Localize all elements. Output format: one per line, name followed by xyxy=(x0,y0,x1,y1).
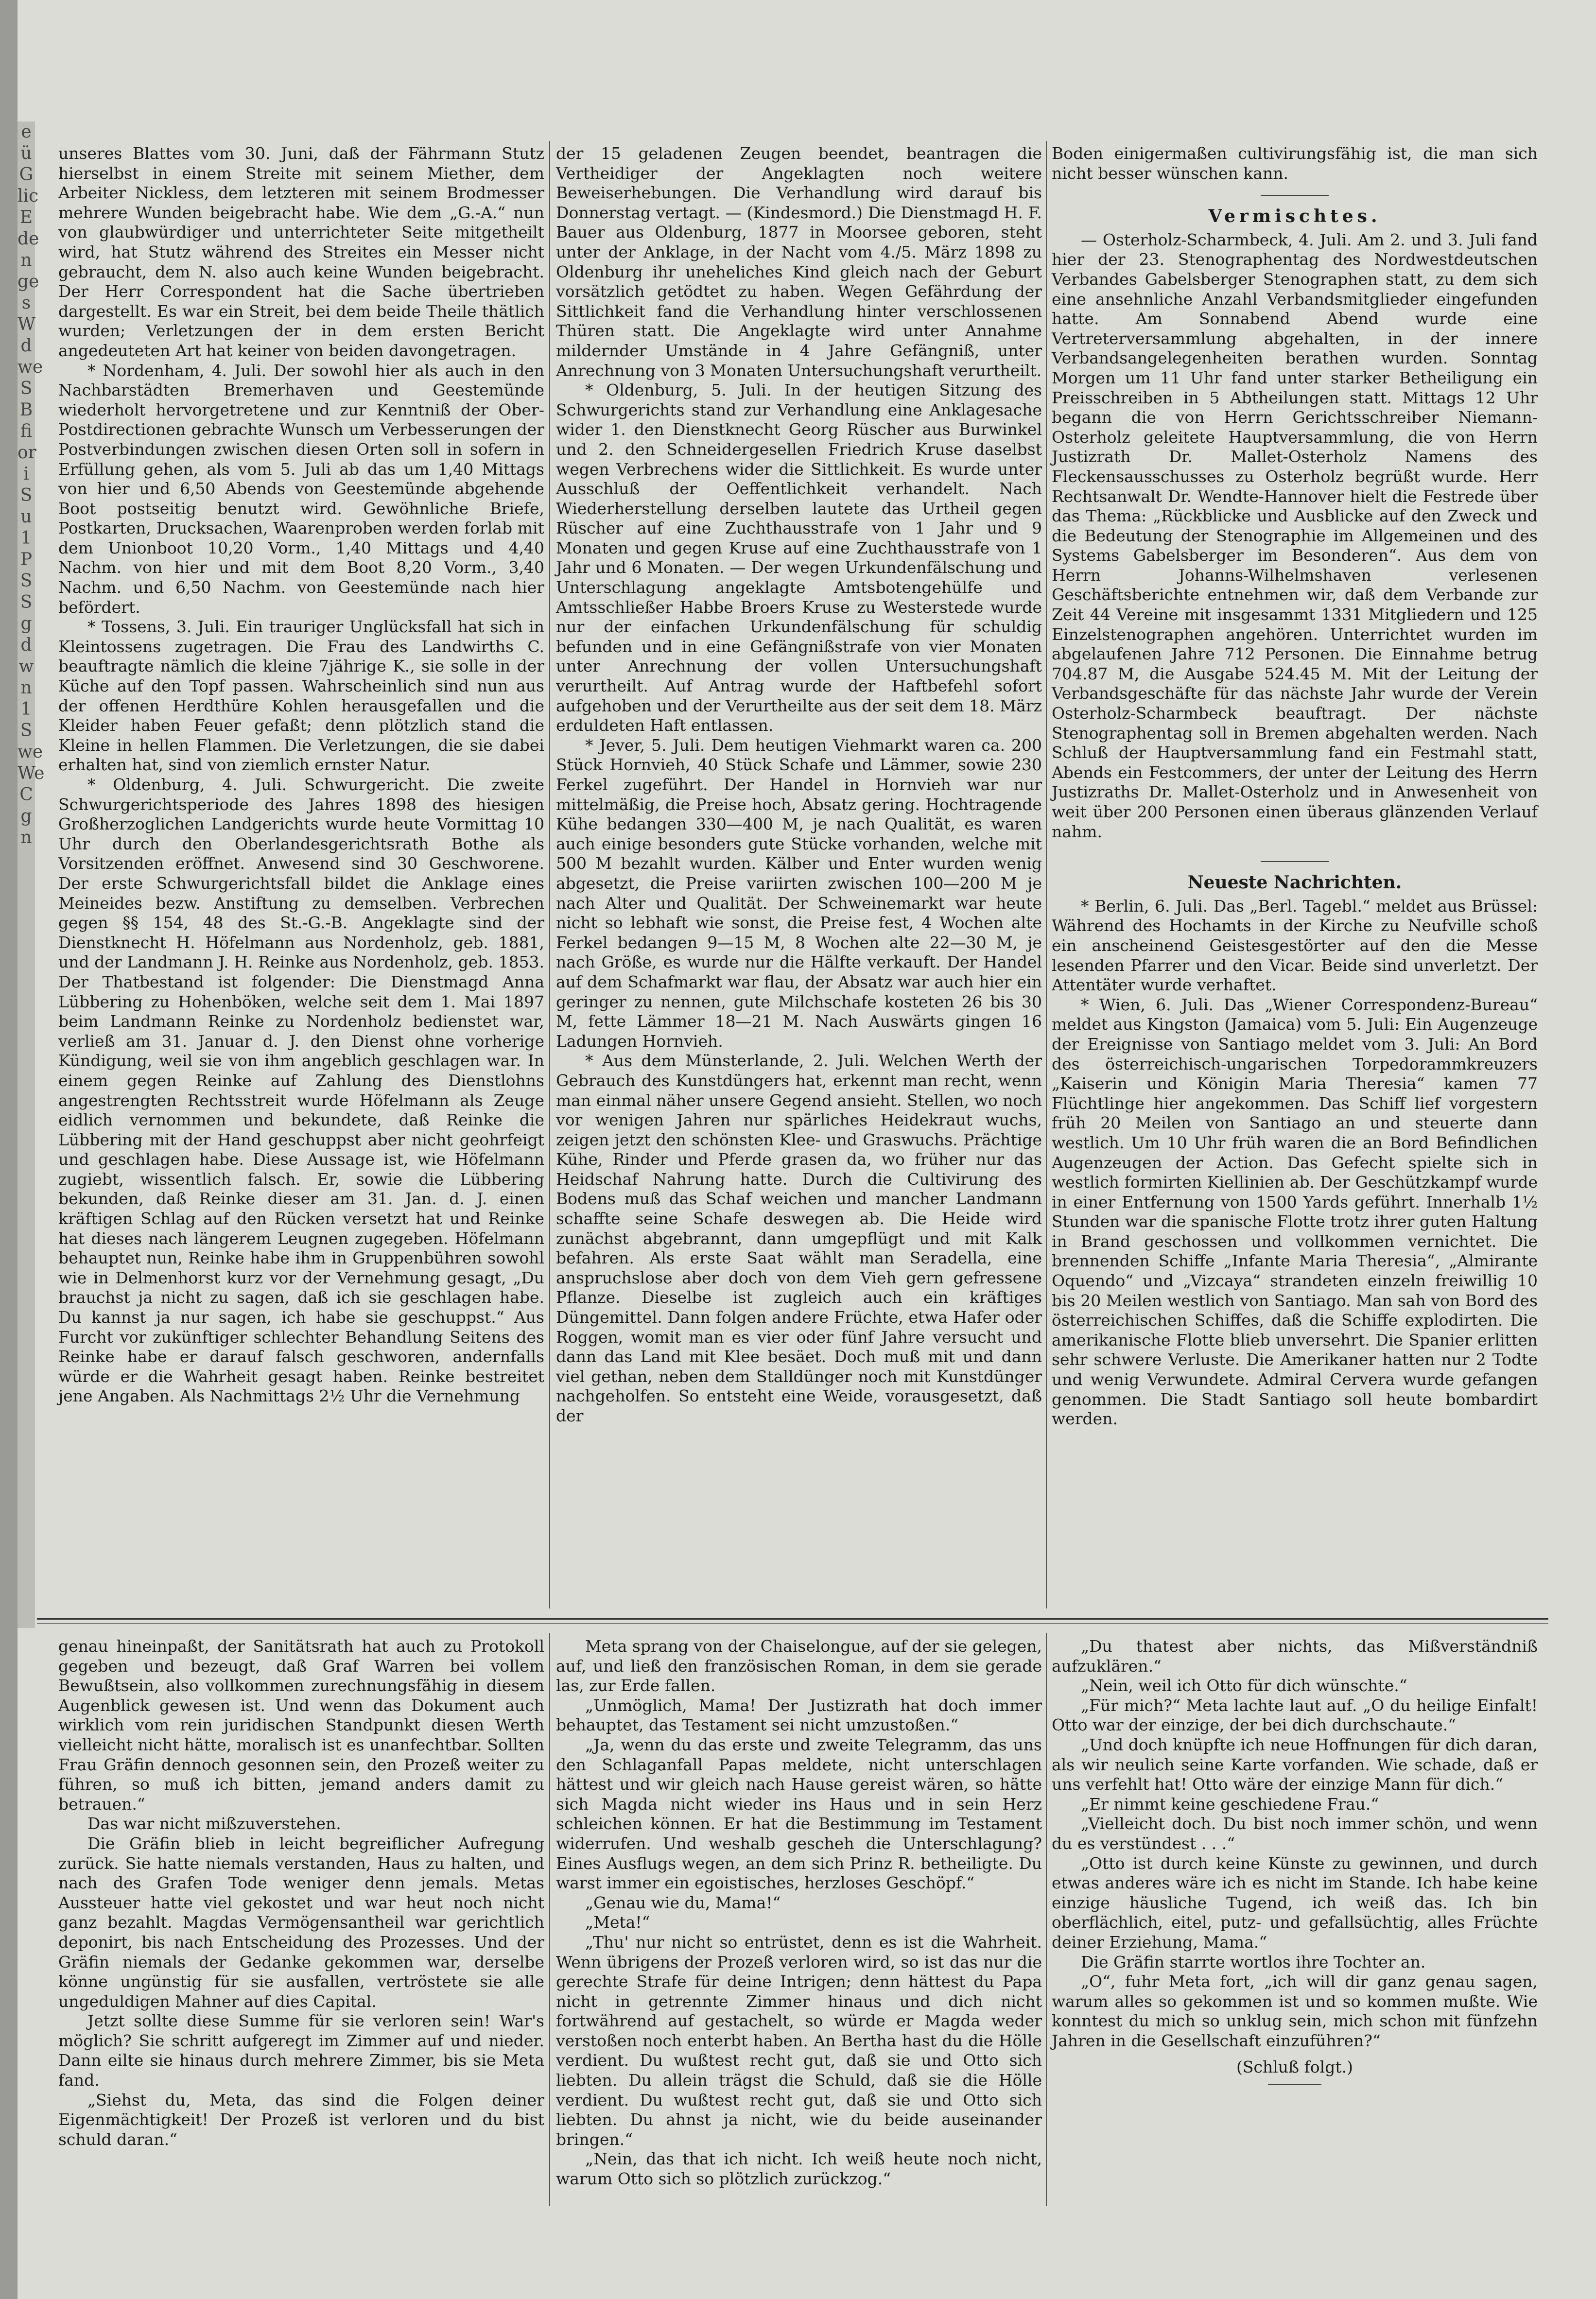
story-paragraph: „Genau wie du, Mama!“ xyxy=(585,1893,781,1912)
story-paragraph: „Thu' nur nicht so entrüstet, denn es ist die Wahrheit. Wenn übrigens der Prozeß verloren wird, so ist das nur die gerechte Strafe für deine Intrigen; denn hättest du Papa nicht in getrennte Zimmer hinaus und dich nicht fortwährend auf gestachelt, so würde er Magda weder verstoßen noch enterbt haben. An Bertha hast du die Hölle verdient. Du wußtest recht gut, daß sie und Otto sich liebten. Du allein trägst die Schuld, daß sie die Hölle verdient. Du wußtest recht gut, daß sie und Otto sich liebten. Du ahnst ja nicht, wie du beide auseinander bringen.“ xyxy=(556,1932,1042,2149)
story-paragraph: Die Gräfin starrte wortlos ihre Tochter an. xyxy=(1081,1952,1426,1971)
story-paragraph: „Unmöglich, Mama! Der Justizrath hat doch immer behauptet, das Testament sei nicht umzustoßen.“ xyxy=(556,1695,1042,1735)
article-jever: * Jever, 5. Juli. Dem heutigen Viehmarkt waren ca. 200 Stück Hornvieh, 40 Stück Schafe und Lämmer, sowie 230 Ferkel zugeführt. Der Handel in Hornvieh war nur mittelmäßig, die Preise hoch, Absatz gering. Hochtragende Kühe bedangen 330—400 M, je nach Qualität, es waren auch einige besonders gute Stücke vorhanden, welche mit 500 M bezahlt wurden. Kälber und Enter wurden wenig abgesetzt, die Preise variirten zwischen 100—200 M je nach Alter und Qualität. Der Schweinemarkt war heute nicht so lebhaft wie sonst, die Preise fest, 4 Wochen alte Ferkel bedangen 9—15 M, 8 Wochen alte 22—30 M, je nach Größe, es wurde nur die Hälfte verkauft. Der Handel auf dem Schafmarkt war flau, der Absatz war auch hier ein geringer zu nennen, gute Milchschafe kosteten 26 bis 30 M, fette Lämmer 18—21 M. Nach Auswärts gingen 16 Ladungen Hornvieh. xyxy=(556,735,1042,1051)
story-paragraph: „Nein, weil ich Otto für dich wünschte.“ xyxy=(1081,1676,1407,1695)
column-divider xyxy=(549,141,550,1608)
article-continuation: Boden einigermaßen cultivirungsfähig ist, die man sich nicht besser wünschen kann. xyxy=(1052,144,1538,183)
feuilleton-column-1 xyxy=(58,1637,544,2149)
news-column-2 xyxy=(556,144,1042,1426)
story-paragraph: „Für mich?“ Meta lachte laut auf. „O du heilige Einfalt! Otto war der einzige, der bei dich durchschaute.“ xyxy=(1052,1695,1538,1735)
news-column-1 xyxy=(58,144,544,1406)
feuilleton-separator xyxy=(37,1623,1548,1624)
story-paragraph: Jetzt sollte diese Summe für sie verloren sein! War's möglich? Sie schritt aufgeregt im Zimmer auf und nieder. Dann eilte sie hinaus durch mehrere Zimmer, bis sie Meta fand. xyxy=(58,2011,544,2090)
article-continuation: unseres Blattes vom 30. Juni, daß der Fährmann Stutz hierselbst in einem Streite mit seinem Miether, dem Arbeiter Nickless, dem letzteren mit seinem Brodmesser mehrere Wunden beigebracht habe. Wie dem „G.-A.“ nun von glaubwürdiger und unterrichteter Seite mitgetheilt wird, hat Stutz während des Streites ein Messer nicht gebraucht, dem N. also auch keine Wunden beigebracht. Der Herr Correspondent hat die Sache übertrieben dargestellt. Es war ein Streit, bei dem beide Theile thätlich wurden; Verletzungen der in dem ersten Bericht angedeuteten Art hat keiner von beiden davongetragen. xyxy=(58,144,544,360)
article-berlin: * Berlin, 6. Juli. Das „Berl. Tagebl.“ meldet aus Brüssel: Während des Hochamts in der Kirche zu Neufville schoß ein anscheinend Geistesgestörter auf den die Messe lesenden Pfarrer und den Vicar. Beide sind unverletzt. Der Attentäter wurde verhaftet. xyxy=(1052,896,1538,995)
article-oldenburg-schwurgericht: * Oldenburg, 4. Juli. Schwurgericht. Die zweite Schwurgerichtsperiode des Jahres 1898 des hiesigen Großherzoglichen Landgerichts wurde heute Vormittag 10 Uhr durch den Oberlandesgerichtsrath Bothe als Vorsitzenden eröffnet. Anwesend sind 30 Geschworene. Der erste Schwurgerichtsfall bildet die Anklage eines Meineides bezw. Anstiftung zu demselben. Verbrechen gegen §§ 154, 48 des St.-G.-B. Angeklagte sind der Dienstknecht H. Höfelmann aus Nordenholz, geb. 1881, und der Landmann J. H. Reinke aus Nordenholz, geb. 1853. Der Thatbestand ist folgender: Die Dienstmagd Anna Lübbering zu Hohenböken, welche seit dem 1. Mai 1897 beim Landmann Reinke zu Nordenholz bedienstet war, verließ am 31. Januar d. J. den Dienst ohne vorherige Kündigung, weil sie von ihm angeblich geschlagen war. In einem gegen Reinke auf Zahlung des Dienstlohns angestrengten Rechtsstreit wurde Höfelmann als Zeuge eidlich vernommen und bekundete, daß Reinke die Lübbering mit der Hand geschuppst aber nicht geohrfeigt und geschlagen habe. Diese Aussage ist, wie Höfelmann zugiebt, wissentlich falsch. Er, sowie die Lübbering bekunden, daß Reinke dieser am 31. Jan. d. J. einen kräftigen Schlag auf den Rücken versetzt hat und Reinke hat dieses nach längerem Leugnen zugegeben. Höfelmann behauptet nun, Reinke habe ihm in Gruppenbühren sowohl wie in Delmenhorst kurz vor der Vernehmung gesagt, „Du brauchst ja nicht zu sagen, daß ich sie geschlagen habe. Du kannst ja nur sagen, ich habe sie geschuppst.“ Aus Furcht vor zukünftiger schlechter Behandlung Seitens des Reinke habe er darauf falsch geschworen, andernfalls würde er die Wahrheit gesagt haben. Reinke bestreitet jene Angaben. Als Nachmittags 2½ Uhr die Vernehmung xyxy=(58,775,544,1406)
closing-rule xyxy=(1268,2084,1321,2085)
column-divider xyxy=(549,1633,550,2206)
story-paragraph: „Nein, das that ich nicht. Ich weiß heute noch nicht, warum Otto sich so plötzlich zurückzog.“ xyxy=(556,2149,1042,2189)
feuilleton-column-2 xyxy=(556,1637,1042,2189)
story-paragraph: „Und doch knüpfte ich neue Hoffnungen für dich daran, als wir neulich seine Karte vorfanden. Wie schade, daß er uns verfehlt hat! Otto wäre der einzige Mann für dich.“ xyxy=(1052,1735,1538,1794)
story-paragraph: genau hineinpaßt, der Sanitätsrath hat auch zu Protokoll gegeben und bezeugt, daß Graf Warren bei vollem Bewußtsein, also vollkommen zurechnungsfähig in diesem Augenblick gewesen ist. Und wenn das Dokument auch wirklich vom rein juridischen Standpunkt diesen Werth vielleicht nicht hätte, moralisch ist es unanfechtbar. Sollten Frau Gräfin dennoch gesonnen sein, den Prozeß weiter zu führen, so muß ich bitten, jemand anders damit zu betrauen.“ xyxy=(58,1637,544,1814)
section-heading-neueste-nachrichten: Neueste Nachrichten. xyxy=(1187,872,1402,893)
section-heading-vermischtes: Vermischtes. xyxy=(1208,206,1381,227)
feuilleton-separator xyxy=(37,1618,1548,1620)
story-paragraph: „Otto ist durch keine Künste zu gewinnen, und durch etwas anderes wäre ich es nicht im Stande. Ich habe keine einzige häusliche Tugend, ich weiß das. Ich bin oberflächlich, eitel, putz- und gefallsüchtig, alles Früchte deiner Erziehung, Mama.“ xyxy=(1052,1853,1538,1952)
column-divider xyxy=(1046,1633,1047,2206)
article-osterholz: — Osterholz-Scharmbeck, 4. Juli. Am 2. und 3. Juli fand hier der 23. Stenographentag des Nordwestdeutschen Verbandes Gabelsberger Stenographen statt, zu dem sich eine ansehnliche Anzahl Verbandsmitglieder eingefunden hatte. Am Sonnabend Abend wurde eine Vertreterversammlung abgehalten, in der innere Verbandsangelegenheiten berathen wurden. Sonntag Morgen um 11 Uhr fand unter starker Betheiligung ein Preisschreiben in 5 Abtheilungen statt. Mittags 12 Uhr begann die von Herrn Gerichtsschreiber Niemann-Osterholz geleitete Hauptversammlung, die von Herrn Justizrath Dr. Mallet-Osterholz Namens des Fleckensausschusses zu Osterholz begrüßt wurde. Herr Rechtsanwalt Dr. Wendte-Hannover hielt die Festrede über das Thema: „Rückblicke und Ausblicke auf den Zweck und die Bedeutung der Stenographie im Allgemeinen und des Systems Gabelsberger im Besonderen“. Aus dem von Herrn Johanns-Wilhelmshaven verlesenen Geschäftsberichte entnehmen wir, daß dem Verbande zur Zeit 44 Vereine mit insgesammt 1331 Mitgliedern und 125 Einzelstenographen angehören. Unterrichtet wurden im abgelaufenen Jahre 712 Personen. Die Einnahme betrug 704.87 M, die Ausgabe 524.45 M. Mit der Leitung der Verbandsgeschäfte für das nächste Jahr wurde der Verein Osterholz-Scharmbeck beauftragt. Der nächste Stenographentag soll in Bremen abgehalten werden. Nach Schluß der Hauptversammlung fand ein Festmahl statt, Abends ein Festcommers, der unter der Leitung des Herrn Justizraths Dr. Mallet-Osterholz und in Anwesenheit von weit über 200 Personen einen überaus glänzenden Verlauf nahm. xyxy=(1052,230,1538,841)
story-paragraph: „Ja, wenn du das erste und zweite Telegramm, das uns den Schlaganfall Papas meldete, nicht unterschlagen hättest und wir gleich nach Hause gereist wären, so hätte sich Magda nicht wieder ins Haus und in sein Herz schleichen können. Er hat die Bestimmung im Testament widerrufen. Und weshalb gescheh die Unterschlagung? Eines Ausflugs wegen, an dem sich Prinz R. betheiligte. Du warst immer ein egoistisches, herzloses Geschöpf.“ xyxy=(556,1735,1042,1893)
section-rule xyxy=(1261,195,1329,196)
article-muensterlande: * Aus dem Münsterlande, 2. Juli. Welchen Werth der Gebrauch des Kunstdüngers hat, erkennt man recht, wenn man einmal näher unsere Gegend ansieht. Stellen, wo noch vor wenigen Jahren nur spärliches Heidekraut wuchs, zeigen jetzt den schönsten Klee- und Graswuchs. Prächtige Kühe, Rinder und Pferde grasen da, wo früher nur das Heidschaf Nahrung hatte. Durch die Cultivirung des Bodens muß das Schaf weichen und mancher Landmann schaffte seine Schafe deswegen ab. Die Heide wird zunächst abgebrannt, dann umgepflügt und mit Kalk befahren. Als erste Saat wählt man Seradella, eine anspruchslose aber doch von dem Vieh gern gefressene Pflanze. Dieselbe ist zugleich auch ein kräftiges Düngemittel. Dann folgen andere Früchte, etwa Hafer oder Roggen, womit man es vier oder fünf Jahre versucht und dann das Land mit Klee besäet. Doch muß mit und dann viel gethan, neben dem Stalldünger noch mit Kunstdünger nachgeholfen. So entsteht eine Weide, vorausgesetzt, daß der xyxy=(556,1051,1042,1425)
story-paragraph: „Vielleicht doch. Du bist noch immer schön, und wenn du es verstündest . . .“ xyxy=(1052,1814,1538,1853)
story-paragraph: Das war nicht mißzuverstehen. xyxy=(87,1814,341,1833)
to-be-continued: (Schluß folgt.) xyxy=(1236,2057,1353,2077)
column-divider xyxy=(1046,141,1047,1608)
article-oldenburg-5-juli: * Oldenburg, 5. Juli. In der heutigen Sitzung des Schwurgerichts stand zur Verhandlung eine Anklagesache wider 1. den Dienstknecht Georg Rüscher aus Burwinkel und 2. den Schneidergesellen Friedrich Kruse daselbst wegen Verbrechens wider die Sittlichkeit. Es wurde unter Ausschluß der Oeffentlichkeit verhandelt. Nach Wiederherstellung derselben lautete das Urtheil gegen Rüscher auf eine Zuchthausstrafe von 1 Jahr und 9 Monaten und gegen Kruse auf eine Zuchthausstrafe von 1 Jahr und 6 Monaten. — Der wegen Urkundenfälschung und Unterschlagung angeklagte Amtsbotengehülfe und Amtsschließer Habbe Broers Kruse zu Westerstede wurde nur der einfachen Urkundenfälschung für schuldig befunden und in eine Gefängnißstrafe von vier Monaten unter Anrechnung der vollen Untersuchungshaft verurtheilt. Auf Antrag wurde der Haftbefehl sofort aufgehoben und der Verurtheilte aus der seit dem 18. März erduldeten Haft entlassen. xyxy=(556,380,1042,735)
feuilleton-column-3 xyxy=(1052,1637,1538,2085)
article-kindesmord: der 15 geladenen Zeugen beendet, beantragen die Vertheidiger der Angeklagten noch weitere Beweiserhebungen. Die Verhandlung wird darauf bis Donnerstag vertagt. — (Kindesmord.) Die Dienstmagd H. F. Bauer aus Oldenburg, 1877 in Moorsee geboren, steht unter der Anklage, in der Nacht vom 4./5. März 1898 zu Oldenburg ihr uneheliches Kind gleich nach der Geburt vorsätzlich getödtet zu haben. Wegen Gefährdung der Sittlichkeit fand die Verhandlung hinter verschlossenen Thüren statt. Die Angeklagte wird unter Annahme mildernder Umstände in 4 Jahre Gefängniß, unter Anrechnung von 3 Monaten Untersuchungshaft verurtheilt. xyxy=(556,144,1042,380)
story-paragraph: „Meta!“ xyxy=(585,1913,650,1932)
adjacent-page-edge: e ü G lic E de n ge s W d we S B fi or i S u 1 P S S g d w n 1 S we We C g n xyxy=(17,121,35,1628)
story-paragraph: Die Gräfin blieb in leicht begreiflicher Aufregung zurück. Sie hatte niemals verstanden, Haus zu halten, und nach des Grafen Tode weniger denn jemals. Metas Aussteuer hatte viel gekostet und war heut noch nicht ganz bezahlt. Magdas Vermögensantheil war gerichtlich deponirt, bis nach Entscheidung des Prozesses. Und der Gräfin niemals der Gedanke gekommen war, derselbe könne ungünstig für sie ausfallen, vertröstete sie alle ungeduldigen Mahner auf dies Capital. xyxy=(58,1833,544,2011)
news-column-3 xyxy=(1052,144,1538,1429)
newspaper-page xyxy=(17,0,1596,2299)
story-paragraph: Meta sprang von der Chaiselongue, auf der sie gelegen, auf, und ließ den französischen Roman, in dem sie gerade las, zur Erde fallen. xyxy=(556,1637,1042,1695)
story-paragraph: „Du thatest aber nichts, das Mißverständniß aufzuklären.“ xyxy=(1052,1637,1538,1676)
article-wien: * Wien, 6. Juli. Das „Wiener Correspondenz-Bureau“ meldet aus Kingston (Jamaica) vom 5. Juli: Ein Augenzeuge der Ereignisse von Santiago meldet vom 3. Juli: An Bord des österreichisch-ungarischen Torpedorammkreuzers „Kaiserin und Königin Maria Theresia“ kamen 77 Flüchtlinge hier angekommen. Das Schiff lief vorgestern früh 20 Meilen von Santiago an und steuerte dann westlich. Um 10 Uhr früh waren die an Bord Befindlichen Augenzeugen der Action. Das Gefecht spielte sich in westlich formirten Kiellinien ab. Der Geschützkampf wurde in einer Entfernung von 1500 Yards geführt. Innerhalb 1½ Stunden war die spanische Flotte trotz ihrer guten Haltung in Brand geschossen und vollkommen vernichtet. Die brennenden Schiffe „Infante Maria Theresia“, „Almirante Oquendo“ und „Vizcaya“ strandeten einzeln freiwillig 10 bis 20 Meilen westlich von Santiago. Man sah von Bord des österreichischen Schiffes, daß die Schiffe explodirten. Die amerikanische Flotte blieb unversehrt. Die Spanier erlitten sehr schwere Verluste. Die Amerikaner hatten nur 2 Todte und wenig Verwundete. Admiral Cervera wurde gefangen genommen. Die Stadt Santiago soll heute bombardirt werden. xyxy=(1052,995,1538,1429)
article-tossens: * Tossens, 3. Juli. Ein trauriger Unglücksfall hat sich in Kleintossens zugetragen. Die Frau des Landwirths C. beauftragte nämlich die kleine 7jährige K., sie solle in der Küche auf den Topf passen. Wahrscheinlich sind nun aus der offenen Herdthüre Kohlen herausgefallen und die Kleider haben Feuer gefaßt; denn plötzlich stand die Kleine in hellen Flammen. Die Verletzungen, die sie dabei erhalten hat, sind von ziemlich ernster Natur. xyxy=(58,617,544,775)
section-rule xyxy=(1261,861,1329,862)
story-paragraph: „Er nimmt keine geschiedene Frau.“ xyxy=(1081,1794,1379,1814)
story-paragraph: „O“, fuhr Meta fort, „ich will dir ganz genau sagen, warum alles so gekommen ist und so kommen mußte. Wie konntest du mich so unklug sein, mich schon mit fünfzehn Jahren in die Gesellschaft einzuführen?“ xyxy=(1052,1972,1538,2050)
story-paragraph: „Siehst du, Meta, das sind die Folgen deiner Eigenmächtigkeit! Der Prozeß ist verloren und du bist schuld daran.“ xyxy=(58,2090,544,2149)
article-nordenham: * Nordenham, 4. Juli. Der sowohl hier als auch in den Nachbarstädten Bremerhaven und Geestemünde wiederholt hervorgetretene und zur Kenntniß der Ober-Postdirectionen gebrachte Wunsch um Verbesserungen der Postverbindungen zwischen diesen Orten soll in sofern in Erfüllung gehen, als vom 5. Juli ab das um 1,40 Mittags von hier und 6,50 Abends von Geestemünde abgehende Boot postseitig benutzt wird. Gewöhnliche Briefe, Postkarten, Drucksachen, Waarenproben werden forlab mit dem Unionboot 10,20 Vorm., 1,40 Mittags und 4,40 Nachm. von hier und mit dem Boot 8,20 Vorm., 3,40 Nachm. und 6,50 Nachm. von Geestemünde nach hier befördert. xyxy=(58,361,544,617)
